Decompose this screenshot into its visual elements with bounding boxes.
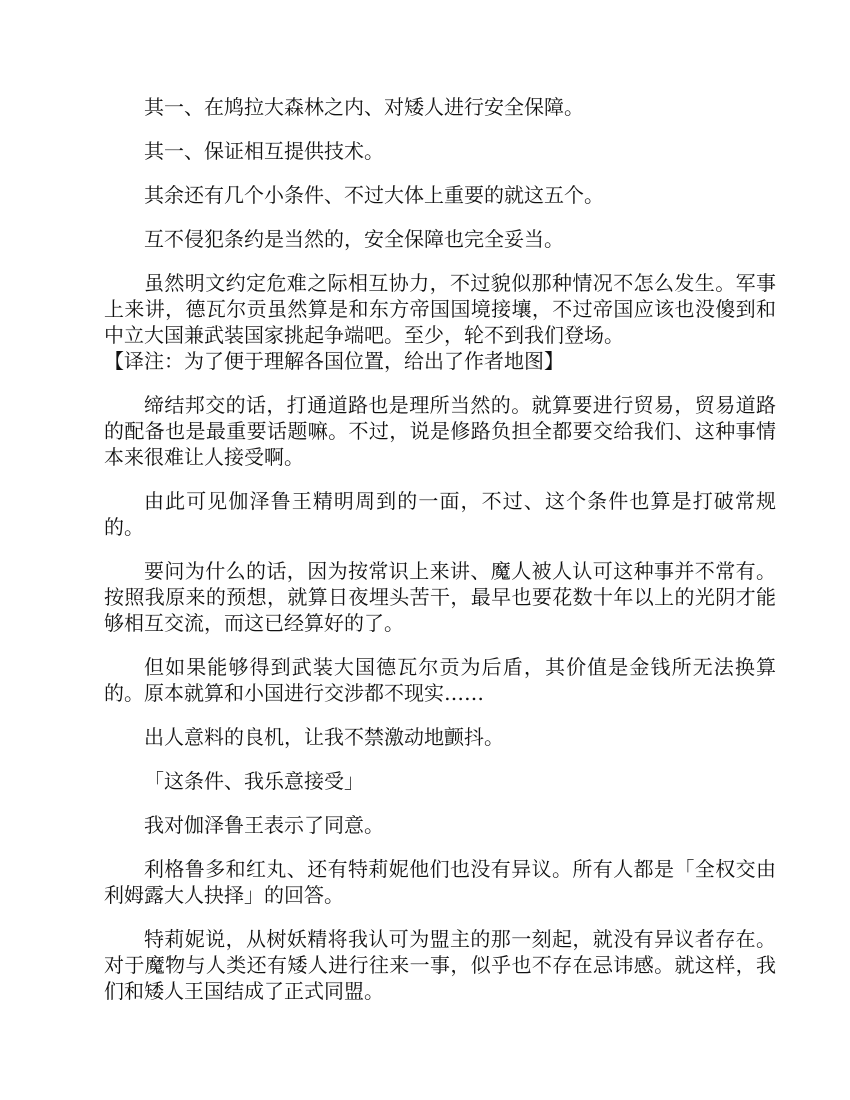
paragraph-road-construction: 缔结邦交的话，打通道路也是理所当然的。就算要进行贸易，贸易道路的配备也是最重要话题嘛。不过，说是修路负担全都要交给我们、这种事情本来很难让人接受啊。	[104, 393, 776, 469]
paragraph-king-shrewdness: 由此可见伽泽鲁王精明周到的一面，不过、这个条件也算是打破常规的。	[104, 489, 776, 539]
paragraph-condition-technology: 其一、保证相互提供技术。	[144, 139, 384, 163]
paragraph-mutual-cooperation-text: 虽然明文约定危难之际相互协力，不过貌似那种情况不怎么发生。军事上来讲，德瓦尔贡虽然算是和东方帝国国境接壤，不过帝国应该也没傻到和中立大国兼武装国家挑起争端吧。至少，轮不到我们登场。	[104, 271, 776, 347]
paragraph-dialogue-accept: 「这条件、我乐意接受」	[144, 769, 364, 793]
paragraph-condition-safety: 其一、在鸠拉大森林之内、对矮人进行安全保障。	[144, 95, 584, 119]
paragraph-unexpected-opportunity: 出人意料的良机，让我不禁激动地颤抖。	[144, 725, 504, 749]
paragraph-backing-value: 但如果能够得到武装大国德瓦尔贡为后盾，其价值是金钱所无法换算的。原本就算和小国进行交涉都不现实……	[104, 655, 776, 705]
paragraph-other-conditions: 其余还有几个小条件、不过大体上重要的就这五个。	[144, 183, 604, 207]
paragraph-alliance-formed: 特莉妮说，从树妖精将我认可为盟主的那一刻起，就没有异议者存在。对于魔物与人类还有矮人进行往来一事，似乎也不存在忌讳感。就这样，我们和矮人王国结成了正式同盟。	[104, 927, 776, 1003]
document-body	[104, 94, 776, 1022]
paragraph-no-objection: 利格鲁多和红丸、还有特莉妮他们也没有异议。所有人都是「全权交由利姆露大人抉择」的回答。	[104, 857, 776, 907]
paragraph-mutual-cooperation	[104, 270, 776, 374]
paragraph-non-aggression: 互不侵犯条约是当然的，安全保障也完全妥当。	[144, 227, 564, 251]
paragraph-common-sense: 要问为什么的话，因为按常识上来讲、魔人被人认可这种事并不常有。按照我原来的预想，就算日夜埋头苦干，最早也要花数十年以上的光阴才能够相互交流，而这已经算好的了。	[104, 559, 776, 635]
paragraph-agreement: 我对伽泽鲁王表示了同意。	[144, 813, 384, 837]
translator-note: 【译注：为了便于理解各国位置，给出了作者地图】	[104, 349, 564, 373]
